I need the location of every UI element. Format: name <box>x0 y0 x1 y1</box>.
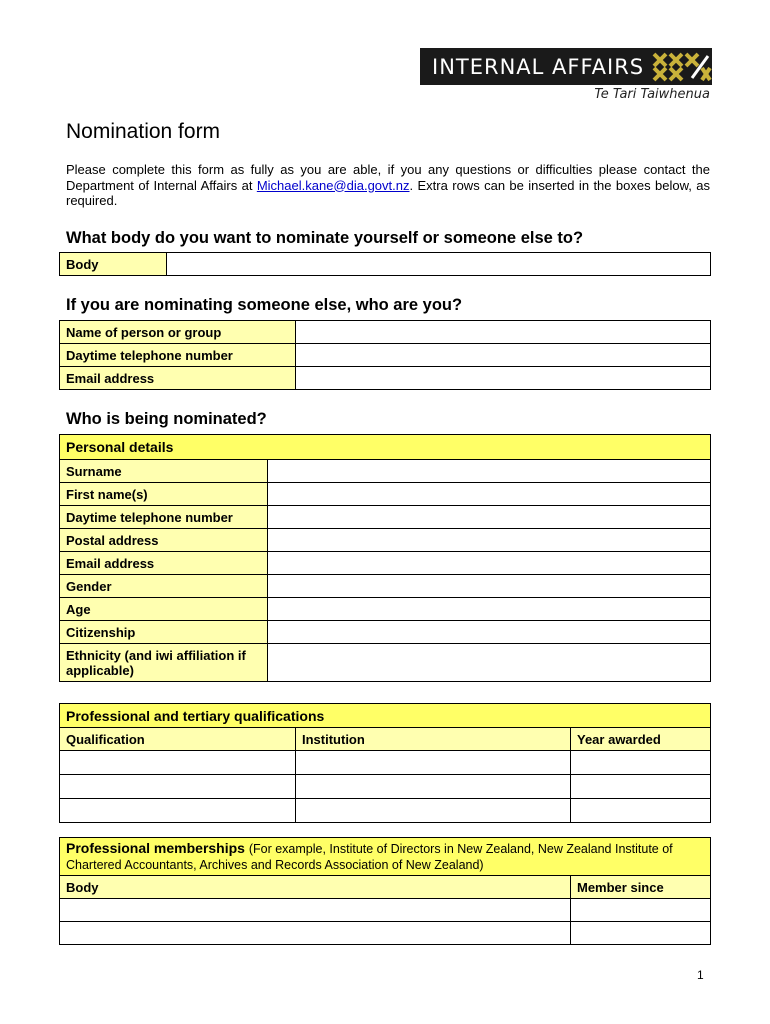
first-names-label: First name(s) <box>60 483 268 506</box>
citizenship-input[interactable] <box>268 621 711 644</box>
institution-input[interactable] <box>296 775 571 799</box>
body-input[interactable] <box>167 253 711 276</box>
nominee-email-label: Email address <box>60 552 268 575</box>
memberships-table <box>59 837 711 945</box>
intro-paragraph <box>66 162 710 209</box>
membership-body-input[interactable] <box>60 899 571 922</box>
ethnicity-label: Ethnicity (and iwi affiliation if applicable) <box>60 644 268 682</box>
nominator-name-label: Name of person or group <box>60 321 296 344</box>
year-awarded-input[interactable] <box>571 799 711 823</box>
postal-address-label: Postal address <box>60 529 268 552</box>
gender-input[interactable] <box>268 575 711 598</box>
intro-text: Please complete this form as fully as you are able, if you any questions or difficulties please contact the Department of Internal Affairs at <box>66 162 710 193</box>
surname-input[interactable] <box>268 460 711 483</box>
institution-input[interactable] <box>296 799 571 823</box>
nominator-email-label: Email address <box>60 367 296 390</box>
nominator-email-input[interactable] <box>296 367 711 390</box>
institution-input[interactable] <box>296 751 571 775</box>
qualifications-table <box>59 703 711 823</box>
age-input[interactable] <box>268 598 711 621</box>
year-awarded-column-header: Year awarded <box>571 728 711 751</box>
section-nominee-heading: Who is being nominated? <box>66 410 267 428</box>
institution-column-header: Institution <box>296 728 571 751</box>
membership-body-input[interactable] <box>60 922 571 945</box>
qualification-column-header: Qualification <box>60 728 296 751</box>
first-names-input[interactable] <box>268 483 711 506</box>
member-since-input[interactable] <box>571 899 711 922</box>
nominator-table <box>59 320 711 390</box>
section-body-heading: What body do you want to nominate yourself or someone else to? <box>66 229 584 247</box>
member-since-column-header: Member since <box>571 876 711 899</box>
nominee-email-input[interactable] <box>268 552 711 575</box>
page-number: 1 <box>697 968 704 982</box>
nominee-phone-input[interactable] <box>268 506 711 529</box>
surname-label: Surname <box>60 460 268 483</box>
year-awarded-input[interactable] <box>571 775 711 799</box>
qualification-input[interactable] <box>60 775 296 799</box>
logo-subtitle: Te Tari Taiwhenua <box>594 87 710 102</box>
nominator-phone-label: Daytime telephone number <box>60 344 296 367</box>
logo-weave-icon <box>652 48 712 85</box>
age-label: Age <box>60 598 268 621</box>
personal-details-header: Personal details <box>60 435 711 460</box>
qualification-input[interactable] <box>60 799 296 823</box>
nominator-phone-input[interactable] <box>296 344 711 367</box>
ethnicity-input[interactable] <box>268 644 711 682</box>
memberships-header <box>60 838 711 876</box>
body-table <box>59 252 711 276</box>
qualification-input[interactable] <box>60 751 296 775</box>
page-title: Nomination form <box>66 120 221 143</box>
logo <box>420 48 712 106</box>
gender-label: Gender <box>60 575 268 598</box>
body-label: Body <box>60 253 167 276</box>
contact-email-link[interactable]: Michael.kane@dia.govt.nz <box>256 177 410 193</box>
section-nominator-heading: If you are nominating someone else, who are you? <box>66 296 463 314</box>
logo-title: INTERNAL AFFAIRS <box>432 55 645 79</box>
logo-bar <box>420 48 652 85</box>
memberships-title: Professional memberships <box>66 839 245 856</box>
postal-address-input[interactable] <box>268 529 711 552</box>
member-since-input[interactable] <box>571 922 711 945</box>
intro-text-end: . Extra rows can be inserted in the boxes below, as required. <box>66 177 710 208</box>
memberships-note: (For example, Institute of Directors in New Zealand, New Zealand Institute of Chartered Accountants, Archives and Records Association of New Zealand) <box>66 841 673 872</box>
year-awarded-input[interactable] <box>571 751 711 775</box>
qualifications-header: Professional and tertiary qualifications <box>60 704 711 728</box>
nominee-phone-label: Daytime telephone number <box>60 506 268 529</box>
personal-details-table <box>59 434 711 682</box>
membership-body-column-header: Body <box>60 876 571 899</box>
nominator-name-input[interactable] <box>296 321 711 344</box>
citizenship-label: Citizenship <box>60 621 268 644</box>
